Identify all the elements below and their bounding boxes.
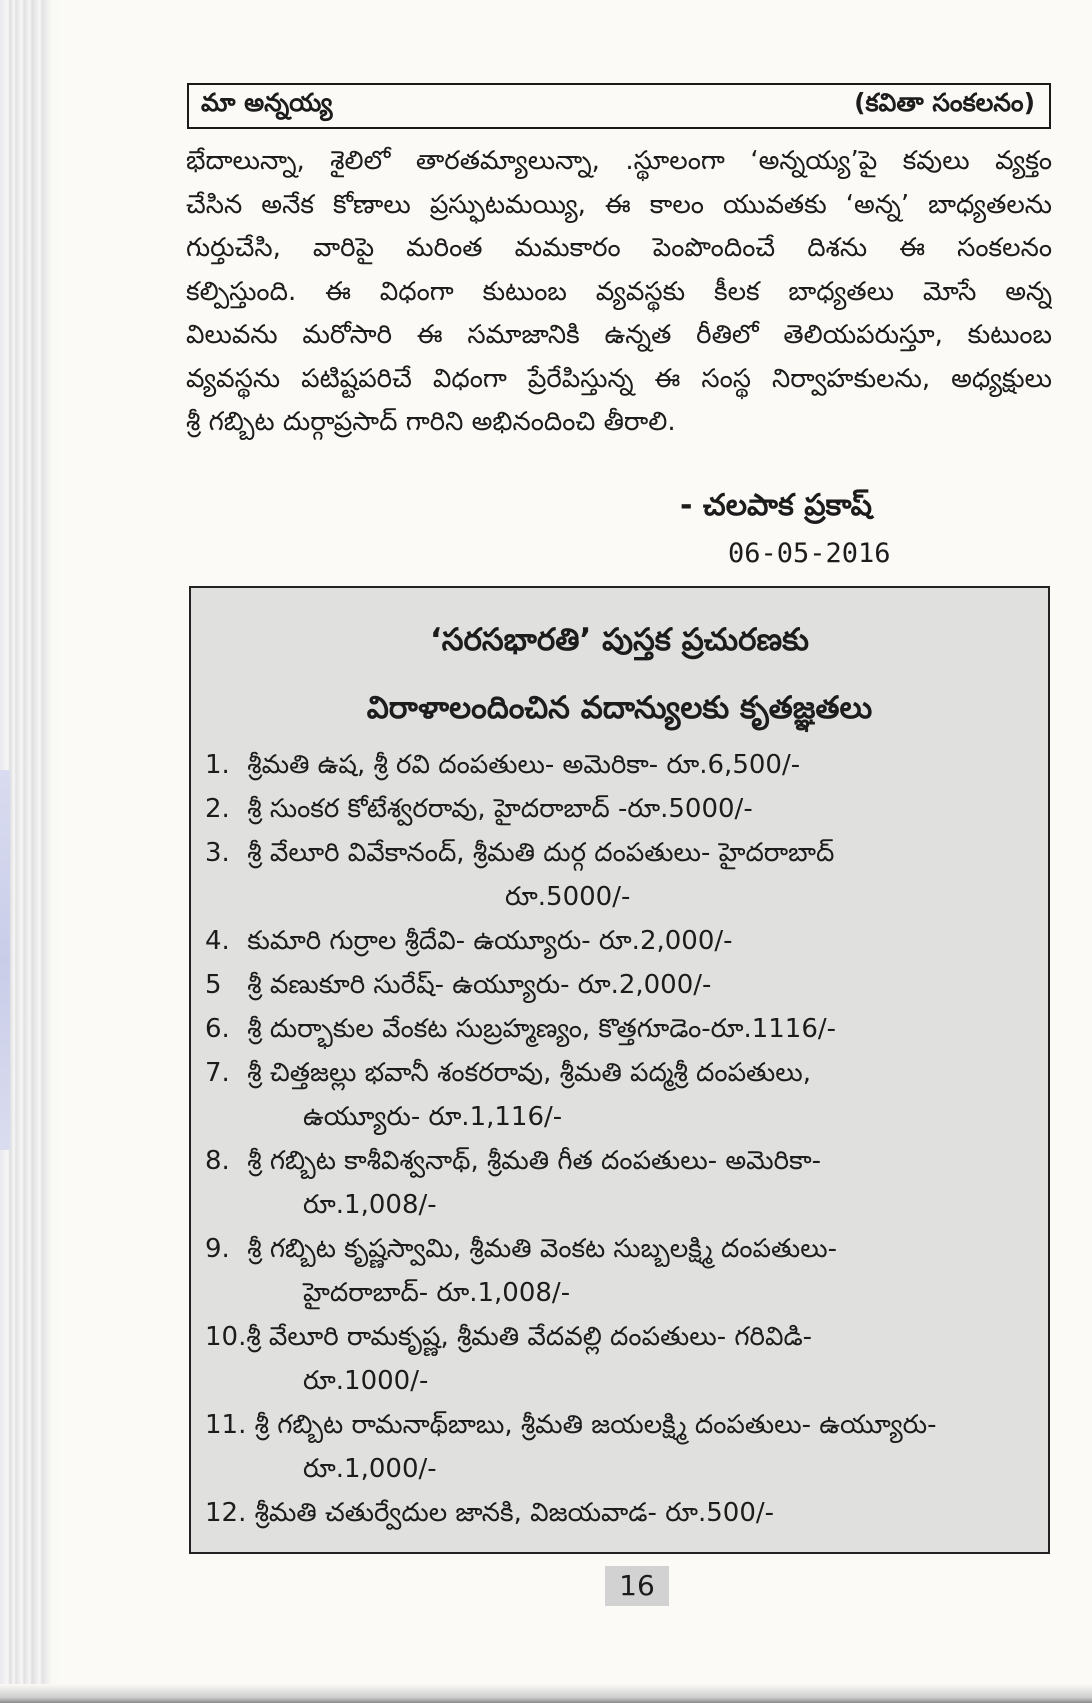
- body-line: వ్యవస్థను పటిష్టపరిచే విధంగా ప్రేరేపిస్తున్న ఈ సంస్థ నిర్వాహకులను, అధ్యక్షులు: [186, 363, 1052, 394]
- donor-text: శ్రీ గబ్బిట రామనాథ్‌బాబు, శ్రీమతి జయలక్ష్మి దంపతులు- ఉయ్యూరు-: [254, 1410, 937, 1440]
- book-page-edge: [0, 0, 72, 1703]
- book-edge-tint: [0, 770, 10, 1150]
- donor-item: [205, 787, 1035, 831]
- page-number-label: 16: [619, 1569, 655, 1602]
- donor-text: శ్రీ వేలూరి రామకృష్ణ, శ్రీమతి వేదవల్లి దంపతులు- గరివిడి-: [246, 1322, 813, 1352]
- donor-number: 10.: [205, 1322, 247, 1352]
- body-line: భేదాలున్నా, శైలిలో తారతమ్యాలున్నా, .స్థూలంగా ‘అన్నయ్య’పై కవులు వ్యక్తం: [186, 146, 1052, 176]
- body-line: కల్పిస్తుంది. ఈ విధంగా కుటుంబ వ్యవస్థకు కీలక బాధ్యతలు మోసే అన్న: [186, 276, 1052, 307]
- body-line: విలువను మరోసారి ఈ సమాజానికి ఉన్నత రీతిలో తెలియపరుస్తూ, కుటుంబ: [186, 320, 1052, 350]
- donor-text-continued: ఉయ్యూరు- రూ.1,116/-: [303, 1102, 563, 1132]
- donor-item: [205, 1227, 1035, 1315]
- signature-date: 06-05-2016: [728, 538, 891, 569]
- donor-text: శ్రీ దుర్భాకుల వేంకట సుబ్రహ్మణ్యం, కొత్తగూడెం-రూ.1116/-: [247, 1014, 837, 1044]
- donor-item: [205, 1051, 1035, 1139]
- body-line: చేసిన అనేక కోణాలు ప్రస్ఫుటమయ్యి, ఈ కాలం యువతకు ‘అన్న’ బాధ్యతలను: [186, 189, 1052, 220]
- donor-number: 5: [205, 970, 222, 1000]
- scan-bottom-shadow: [0, 1684, 1092, 1703]
- donor-item: [205, 831, 1035, 919]
- donor-item: [205, 1403, 1035, 1491]
- donor-item: [205, 1007, 1035, 1051]
- donor-number: 4.: [205, 926, 230, 956]
- donor-number: 6.: [205, 1014, 230, 1044]
- donor-text: శ్రీ సుంకర కోటేశ్వరరావు, హైదరాబాద్ -రూ.5000/-: [247, 794, 753, 824]
- donor-text-continued: హైదరాబాద్- రూ.1,008/-: [303, 1278, 571, 1308]
- donor-text: కుమారి గుర్రాల శ్రీదేవి- ఉయ్యూరు- రూ.2,000/-: [247, 926, 733, 956]
- donor-number: 9.: [205, 1234, 230, 1264]
- donor-text-continued: రూ.5000/-: [505, 882, 631, 912]
- donor-box-title: ‘సరసభారతి’ పుస్తక ప్రచురణకు: [429, 622, 809, 658]
- donor-number: 3.: [205, 838, 230, 868]
- donor-text: శ్రీమతి ఉష, శ్రీ రవి దంపతులు- అమెరికా- రూ.6,500/-: [247, 750, 801, 780]
- donor-text-continued: రూ.1,008/-: [303, 1190, 437, 1220]
- donor-item: [205, 1491, 1035, 1535]
- author-signature: - చలపాక ప్రకాష్: [680, 488, 873, 523]
- donor-text: శ్రీ వణుకూరి సురేష్- ఉయ్యూరు- రూ.2,000/-: [247, 970, 712, 1000]
- body-line: శ్రీ గబ్బిట దుర్గాప్రసాద్ గారిని అభినందించి తీరాలి.: [186, 407, 676, 437]
- donor-list: [205, 743, 1035, 1535]
- donor-text: శ్రీ చిత్తజల్లు భవానీ శంకరరావు, శ్రీమతి పద్మశ్రీ దంపతులు,: [247, 1058, 811, 1088]
- donor-item: [205, 1139, 1035, 1227]
- donor-text: శ్రీ గబ్బిట కాశీవిశ్వనాథ్, శ్రీమతి గీత దంపతులు- అమెరికా-: [247, 1146, 822, 1176]
- donor-number: 7.: [205, 1058, 230, 1088]
- donor-number: 11.: [205, 1410, 247, 1440]
- body-line: గుర్తుచేసి, వారిపై మరింత మమకారం పెంపొందించే దిశను ఈ సంకలనం: [186, 233, 1052, 263]
- donor-number: 1.: [205, 750, 230, 780]
- header-section-label: (కవితా సంకలనం): [854, 88, 1035, 117]
- donor-number: 2.: [205, 794, 230, 824]
- donor-text: శ్రీమతి చతుర్వేదుల జానకి, విజయవాడ- రూ.500/-: [254, 1498, 775, 1528]
- body-paragraph: [186, 140, 1052, 445]
- donor-text-continued: రూ.1,000/-: [303, 1454, 437, 1484]
- donor-text: శ్రీ గబ్బిట కృష్ణస్వామి, శ్రీమతి వెంకట సుబ్బలక్ష్మి దంపతులు-: [247, 1234, 838, 1264]
- donor-item: [205, 743, 1035, 787]
- donor-item: [205, 919, 1035, 963]
- donor-number: 8.: [205, 1146, 230, 1176]
- header-book-title: మా అన్నయ్య: [201, 88, 333, 117]
- donor-acknowledgement-box: [189, 586, 1050, 1554]
- running-header: [187, 83, 1051, 129]
- donor-number: 12.: [205, 1498, 247, 1528]
- donor-item: [205, 963, 1035, 1007]
- donor-text: శ్రీ వేలూరి వివేకానంద్, శ్రీమతి దుర్గ దంపతులు- హైదరాబాద్: [247, 838, 835, 868]
- donor-box-subtitle: విరాళాలందించిన వదాన్యులకు కృతజ్ఞతలు: [366, 690, 873, 726]
- donor-text-continued: రూ.1000/-: [303, 1366, 429, 1396]
- donor-item: [205, 1315, 1035, 1403]
- page-number: [605, 1566, 669, 1606]
